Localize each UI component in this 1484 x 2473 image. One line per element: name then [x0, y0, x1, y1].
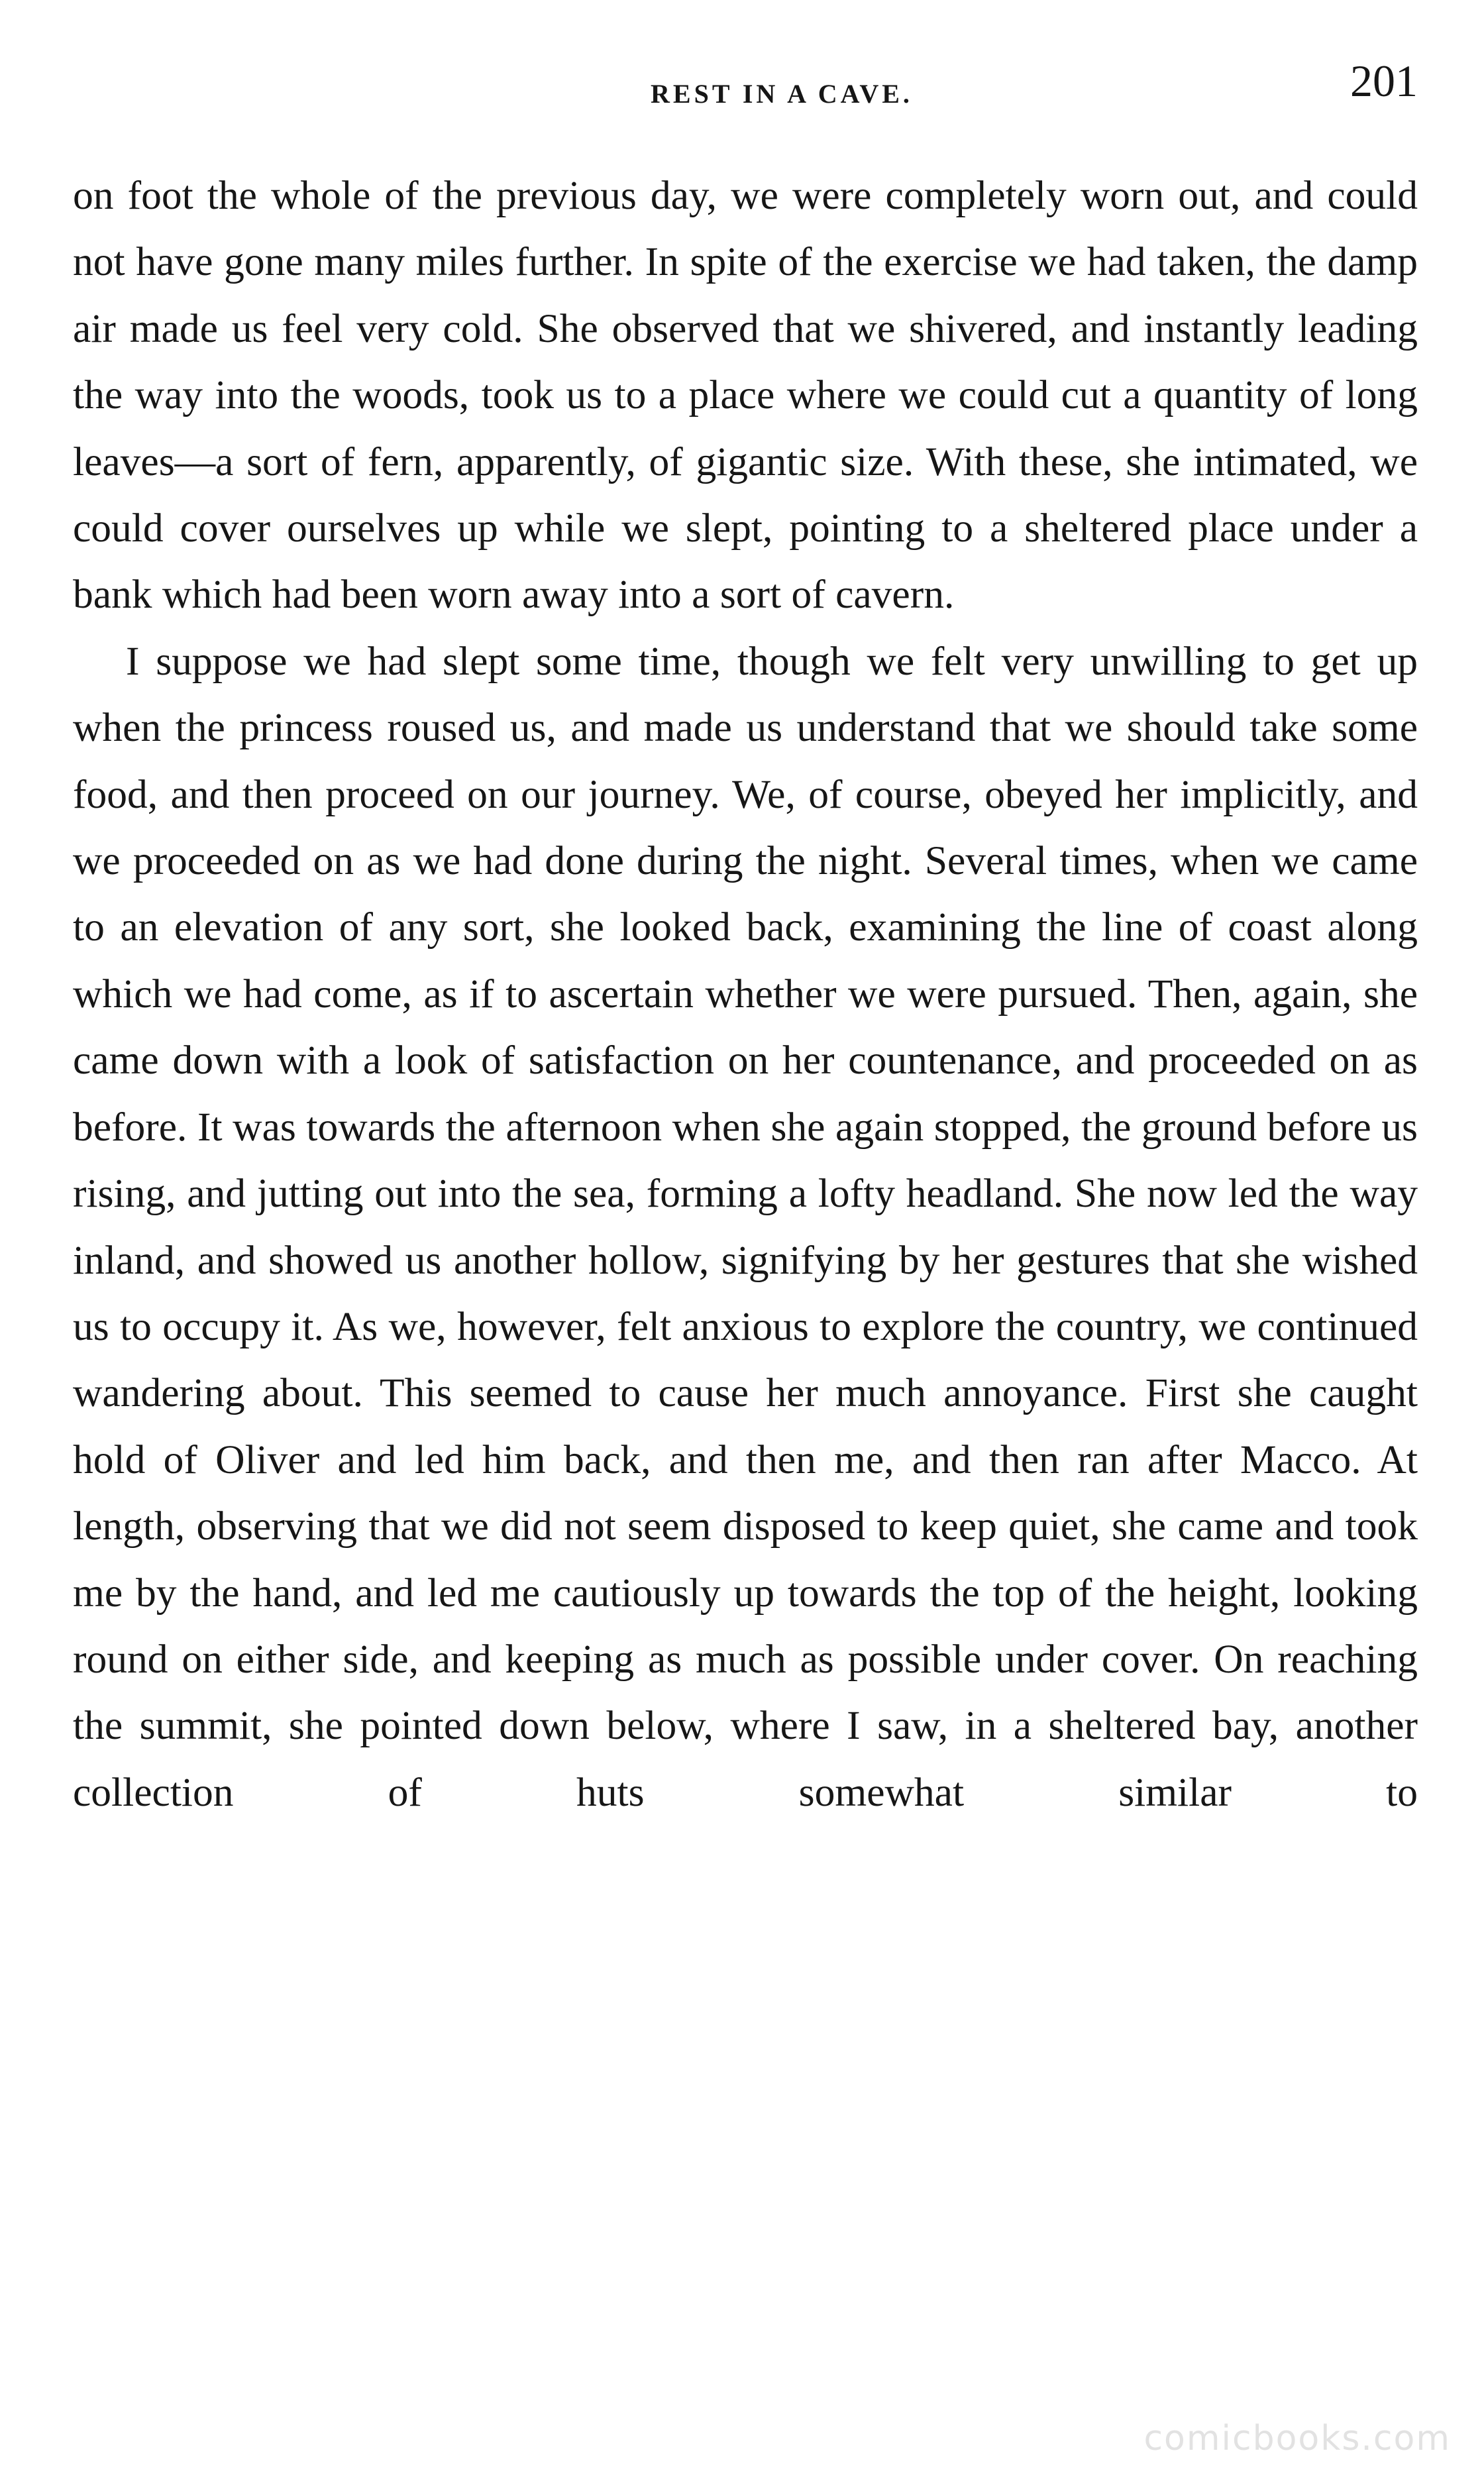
watermark: comicbooks.com: [1143, 2419, 1451, 2458]
body-text: [73, 162, 1418, 1826]
running-head: REST IN A CAVE.: [651, 79, 913, 109]
paragraph-2: I suppose we had slept some time, though we felt very unwilling to get up when the princess roused us, and made us understand that we should take some food, and then proceed on our journey. We, of course, obeyed her implicitly, and we proceeded on as we had done during the night. Several times, when we came to an elevation of any sort, she looked back, examining the line of coast along which we had come, as if to ascertain whether we were pursued. Then, again, she came down with a look of satisfaction on her countenance, and proceeded on as before. It was towards the afternoon when she again stopped, the ground before us rising, and jutting out into the sea, forming a lofty headland. She now led the way inland, and showed us another hollow, signifying by her gestures that she wished us to occupy it. As we, however, felt anxious to explore the country, we continued wandering about. This seemed to cause her much annoyance. First she caught hold of Oliver and led him back, and then me, and then ran after Macco. At length, observing that we did not seem disposed to keep quiet, she came and took me by the hand, and led me cautiously up towards the top of the height, looking round on either side, and keeping as much as possible under cover. On reaching the summit, she pointed down below, where I saw, in a sheltered bay, another collection of huts somewhat similar to: [73, 638, 1418, 1815]
paragraph-1: on foot the whole of the previous day, we were completely worn out, and could not have gone many miles further. In spite of the exercise we had taken, the damp air made us feel very cold. She observed that we shivered, and instantly leading the way into the woods, took us to a place where we could cut a quantity of long leaves—a sort of fern, apparently, of gigantic size. With these, she intimated, we could cover ourselves up while we slept, pointing to a sheltered place under a bank which had been worn away into a sort of cavern.: [73, 173, 1418, 618]
page-header: [73, 58, 1418, 125]
page-number: 201: [1350, 56, 1418, 106]
